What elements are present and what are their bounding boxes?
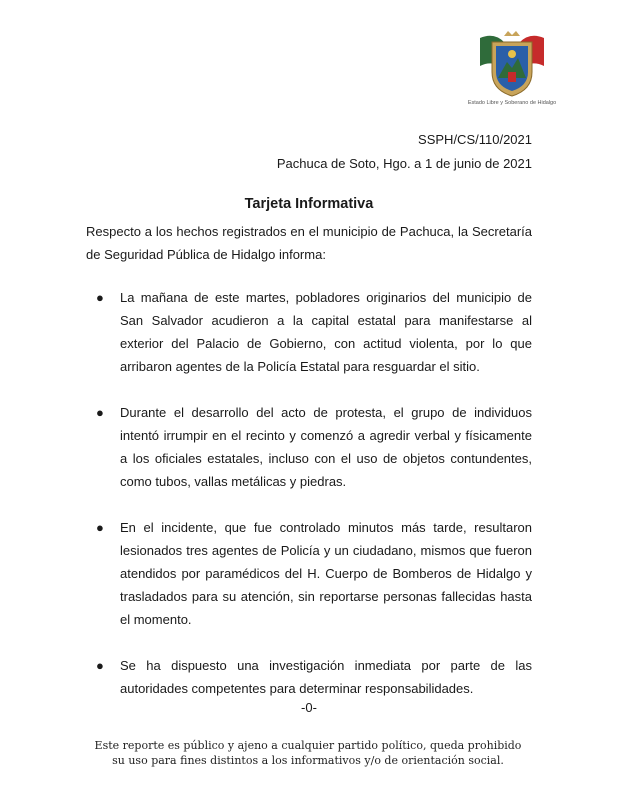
document-title: Tarjeta Informativa <box>244 196 374 212</box>
end-mark: -0- <box>301 700 317 715</box>
bullet-icon: ● <box>96 658 104 673</box>
hidalgo-coat-of-arms-logo <box>474 28 550 100</box>
footer-disclaimer: Este reporte es público y ajeno a cualquier partido político, queda prohibido su uso para fines distintos a los informativos y/o de orientación social. <box>94 739 522 767</box>
list-item <box>86 654 532 700</box>
list-item <box>86 401 532 493</box>
bullet-text: En el incidente, que fue controlado minutos más tarde, resultaron lesionados tres agentes de Policía y un ciudadano, mismos que fueron atendidos por paramédicos del H. Cuerpo de Bomberos de Hidalgo y trasladados para su atención, sin reportarse personas fallecidas hasta el momento. <box>120 520 532 627</box>
intro-paragraph: Respecto a los hechos registrados en el municipio de Pachuca, la Secretaría de Seguridad Pública de Hidalgo informa: <box>86 224 532 262</box>
bullet-text: Se ha dispuesto una investigación inmediata por parte de las autoridades competentes para determinar responsabilidades. <box>120 658 532 696</box>
logo-caption: Estado Libre y Soberano de Hidalgo <box>467 100 557 106</box>
list-item <box>86 286 532 378</box>
document-reference: SSPH/CS/110/2021 <box>418 132 532 147</box>
bullet-text: La mañana de este martes, pobladores originarios del municipio de San Salvador acudieron a la capital estatal para manifestarse al exterior del Palacio de Gobierno, con actitud violenta, por lo que arribaron agentes de la Policía Estatal para resguardar el sitio. <box>120 290 532 374</box>
bullet-text: Durante el desarrollo del acto de protesta, el grupo de individuos intentó irrumpir en el recinto y comenzó a agredir verbal y físicamente a los oficiales estatales, incluso con el uso de objetos contundentes, como tubos, vallas metálicas y piedras. <box>120 405 532 489</box>
place-date: Pachuca de Soto, Hgo. a 1 de junio de 2021 <box>276 156 532 171</box>
bullet-icon: ● <box>96 405 104 420</box>
bullet-list <box>86 286 532 723</box>
bullet-icon: ● <box>96 290 104 305</box>
list-item <box>86 516 532 631</box>
bullet-icon: ● <box>96 520 104 535</box>
